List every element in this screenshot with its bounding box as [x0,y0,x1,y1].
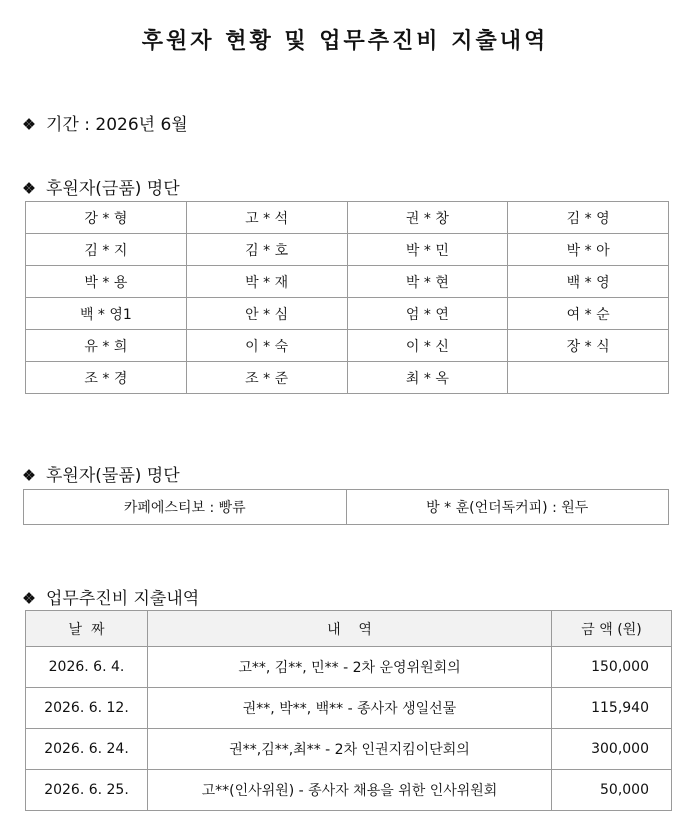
donors-goods-heading-label: 후원자(물품) 명단 [46,466,180,486]
table-row [26,688,672,729]
table-cell: 권 * 창 [347,202,508,234]
expenses-heading-label: 업무추진비 지출내역 [46,589,200,609]
table-cell: 이 * 신 [347,330,508,362]
column-header-date: 날 짜 [26,611,148,647]
expense-date: 2026. 6. 24. [26,729,148,770]
expense-amount: 150,000 [552,647,672,688]
table-cell: 조 * 경 [26,362,187,394]
table-cell: 박 * 용 [26,266,187,298]
table-header-row [26,611,672,647]
diamond-bullet-icon [24,470,34,480]
table-row [26,729,672,770]
table-cell: 백 * 영1 [26,298,187,330]
table-cell: 엄 * 연 [347,298,508,330]
diamond-bullet-icon [24,119,34,129]
donors-money-heading [24,174,180,199]
table-cell: 방 * 훈(언더독커피) : 원두 [346,490,669,525]
table-cell: 카페에스티보 : 빵류 [24,490,347,525]
expenses-table [25,610,672,811]
expense-description: 권**, 박**, 백** - 종사자 생일선물 [148,688,552,729]
table-row [24,490,669,525]
table-row [26,647,672,688]
expense-date: 2026. 6. 25. [26,770,148,811]
table-cell: 박 * 아 [508,234,669,266]
period-heading [24,110,188,135]
expense-description: 권**,김**,최** - 2차 인권지킴이단회의 [148,729,552,770]
table-cell: 박 * 현 [347,266,508,298]
donors-money-table [25,201,669,394]
expense-date: 2026. 6. 4. [26,647,148,688]
expense-amount: 115,940 [552,688,672,729]
table-row [26,298,669,330]
table-cell: 최 * 옥 [347,362,508,394]
table-cell: 장 * 식 [508,330,669,362]
table-cell: 김 * 호 [186,234,347,266]
table-cell: 안 * 심 [186,298,347,330]
table-cell: 고 * 석 [186,202,347,234]
table-row [26,202,669,234]
page-title: 후원자 현황 및 업무추진비 지출내역 [141,29,549,54]
expense-description: 고**, 김**, 민** - 2차 운영위원회의 [148,647,552,688]
column-header-description: 내 역 [148,611,552,647]
table-cell: 여 * 순 [508,298,669,330]
table-cell: 이 * 숙 [186,330,347,362]
expense-description: 고**(인사위원) - 종사자 채용을 위한 인사위원회 [148,770,552,811]
table-row [26,234,669,266]
table-row [26,362,669,394]
table-cell: 백 * 영 [508,266,669,298]
table-cell: 유 * 희 [26,330,187,362]
period-label: 기간 : 2026년 6월 [46,115,188,135]
table-row [26,770,672,811]
table-row [26,266,669,298]
expenses-heading [24,584,199,609]
table-cell: 강 * 형 [26,202,187,234]
table-row [26,330,669,362]
column-header-amount: 금 액 (원) [552,611,672,647]
table-cell [508,362,669,394]
table-cell: 박 * 재 [186,266,347,298]
expense-date: 2026. 6. 12. [26,688,148,729]
expense-amount: 50,000 [552,770,672,811]
donors-money-heading-label: 후원자(금품) 명단 [46,179,180,199]
table-cell: 조 * 준 [186,362,347,394]
expense-amount: 300,000 [552,729,672,770]
table-cell: 박 * 민 [347,234,508,266]
diamond-bullet-icon [24,183,34,193]
donors-goods-table [23,489,669,525]
diamond-bullet-icon [24,593,34,603]
table-cell: 김 * 영 [508,202,669,234]
donors-goods-heading [24,461,180,486]
table-cell: 김 * 지 [26,234,187,266]
